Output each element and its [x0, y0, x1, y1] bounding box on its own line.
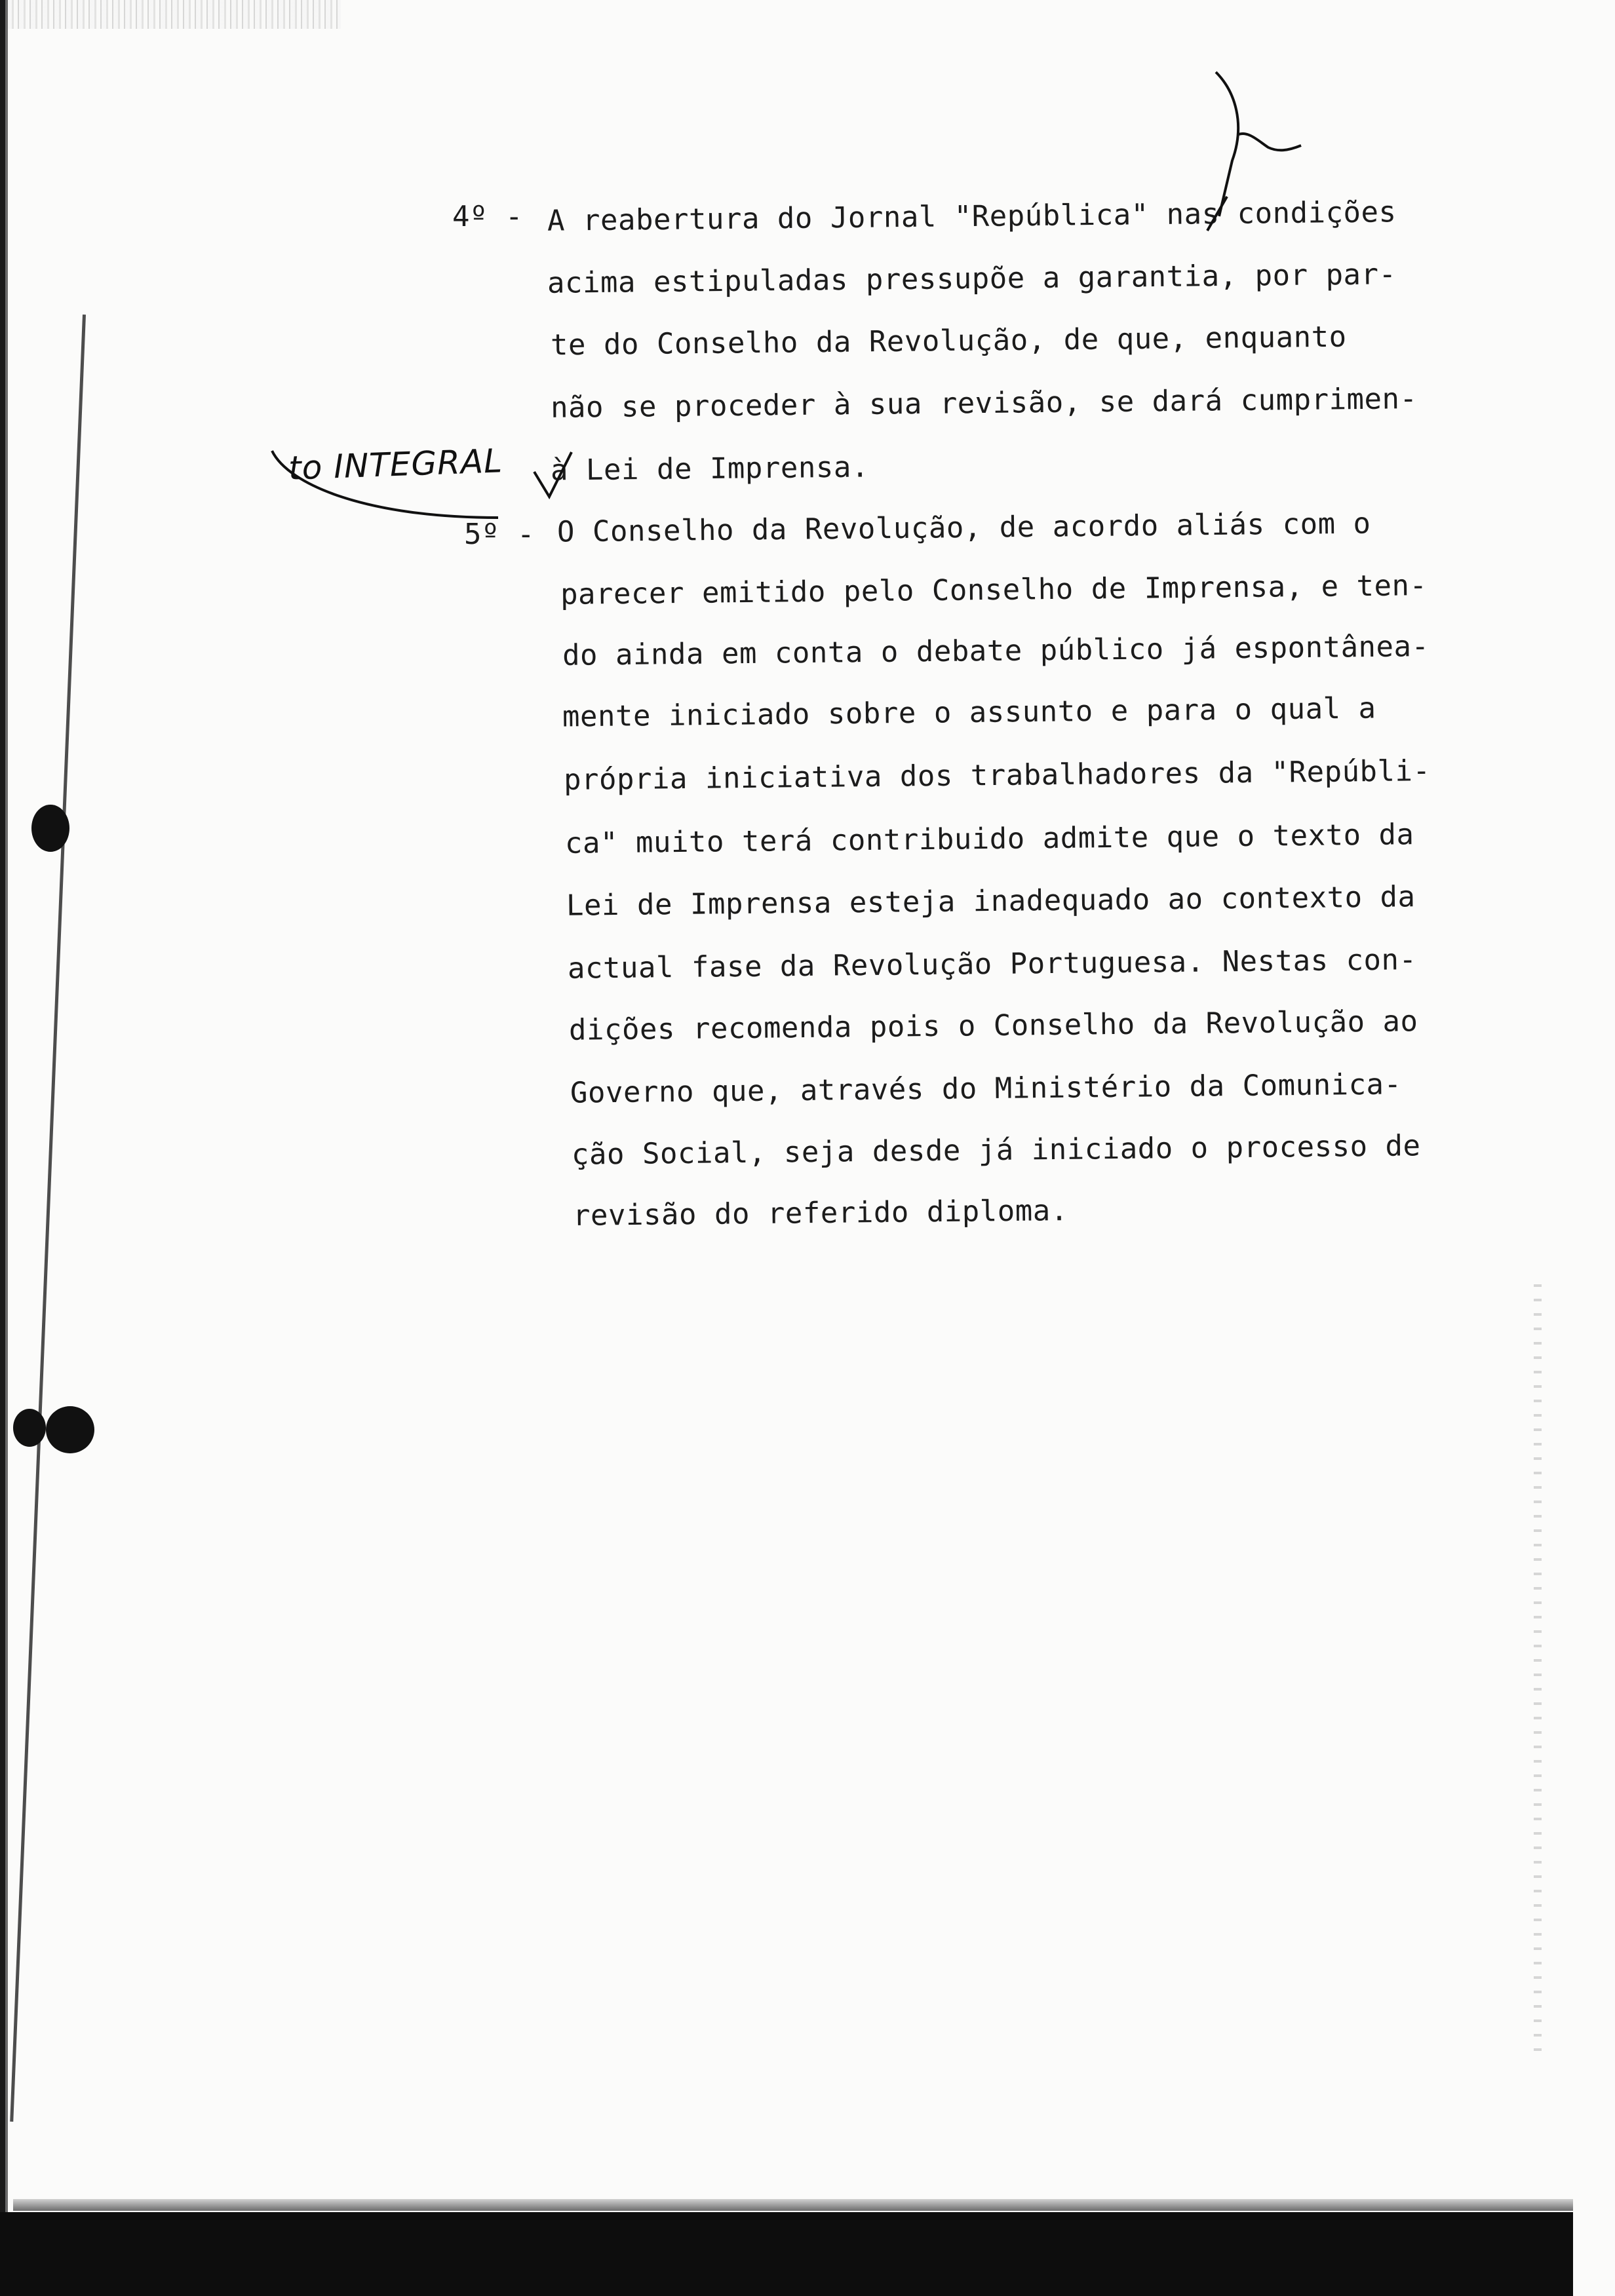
- text-line: mente iniciado sobre o assunto e para o qual a: [562, 691, 1376, 734]
- item-number: 5º -: [464, 518, 535, 551]
- text-line: parecer emitido pelo Conselho de Imprensa, e ten-: [560, 569, 1428, 611]
- text-line: actual fase da Revolução Portuguesa. Nestas con-: [567, 943, 1417, 985]
- text-line: ca" muito terá contribuido admite que o texto da: [564, 818, 1414, 860]
- text-line: ção Social, seja desde já iniciado o processo de: [571, 1129, 1421, 1172]
- text-line: à Lei de Imprensa.: [550, 450, 870, 488]
- text-line: revisão do referido diploma.: [572, 1194, 1068, 1233]
- handwritten-insert: to INTEGRAL: [288, 442, 503, 488]
- text-line: do ainda em conta o debate público já espontânea-: [562, 630, 1430, 672]
- text-line: Lei de Imprensa esteja inadequado ao contexto da: [566, 880, 1416, 923]
- text-line: te do Conselho da Revolução, de que, enquanto: [550, 320, 1347, 362]
- text-line: O Conselho da Revolução, de acordo aliás com o: [556, 507, 1371, 549]
- text-line: dições recomenda pois o Conselho da Revolução ao: [568, 1004, 1418, 1047]
- item-number: 4º -: [452, 200, 523, 233]
- text-line: acima estipuladas pressupõe a garantia, por par-: [547, 258, 1397, 300]
- text-line: A reabertura do Jornal "República" nas condições: [547, 195, 1397, 238]
- text-line: não se proceder à sua revisão, se dará cumprimen-: [550, 382, 1418, 425]
- text-line: própria iniciativa dos trabalhadores da "Repúbli-: [563, 754, 1431, 797]
- text-line: Governo que, através do Ministério da Comunica-: [570, 1067, 1402, 1110]
